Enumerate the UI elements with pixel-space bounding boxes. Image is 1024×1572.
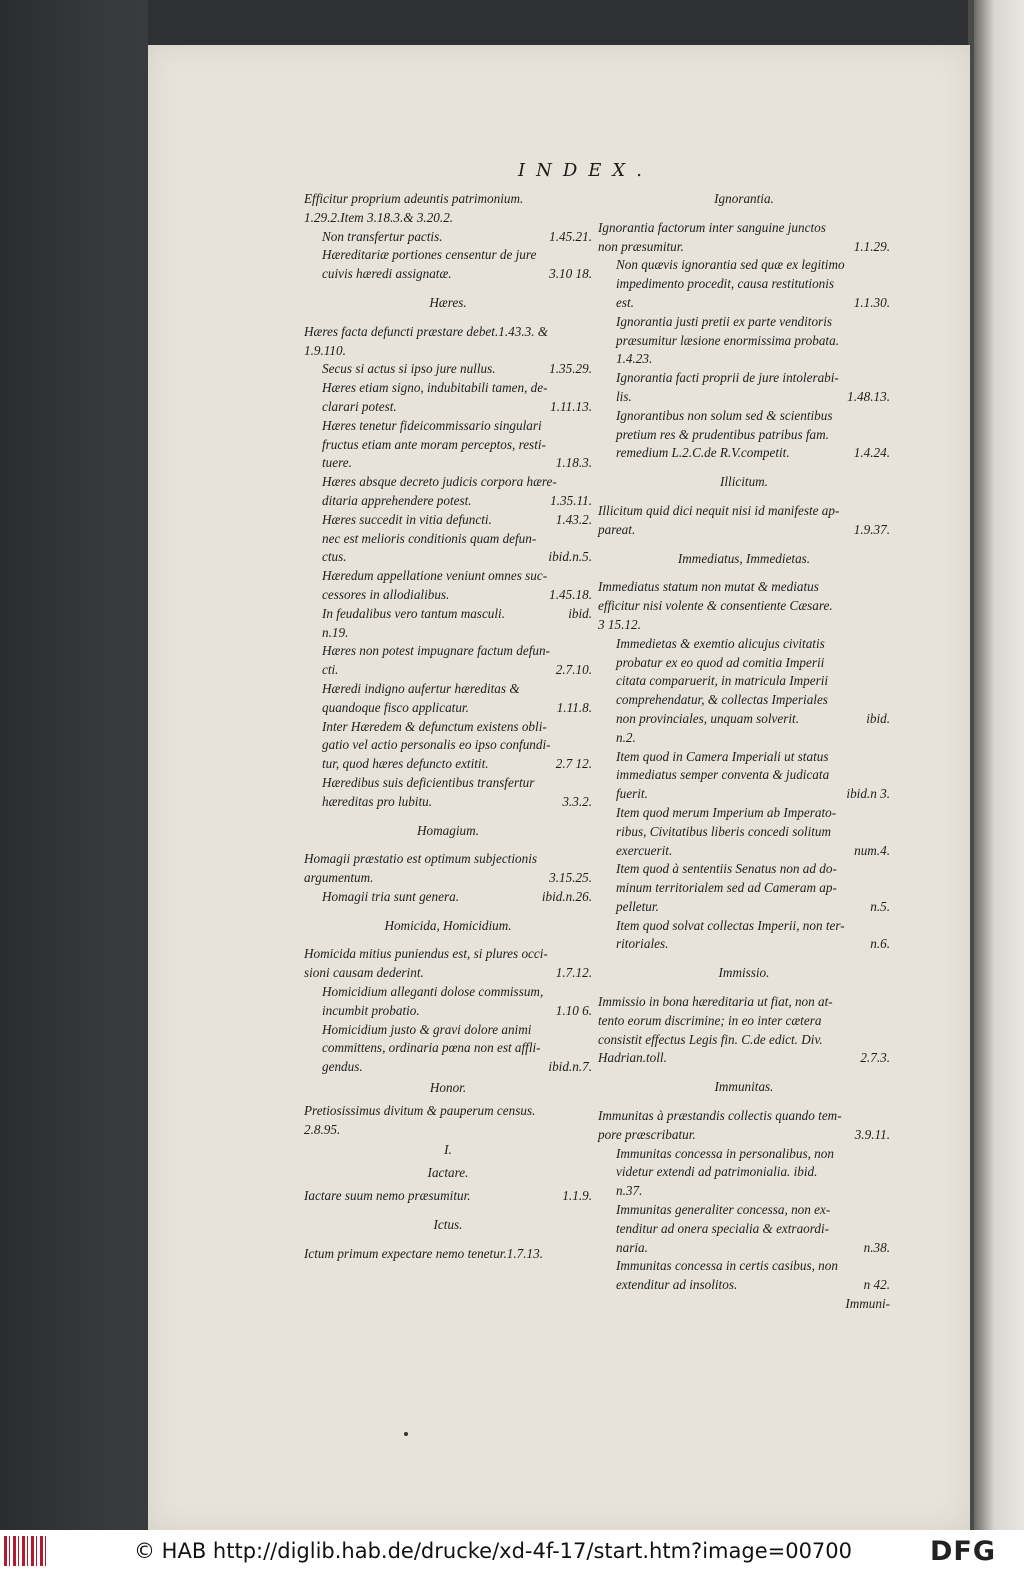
entry-line (616, 444, 890, 463)
entry-text: pareat. (598, 521, 636, 537)
entry-line (598, 1012, 890, 1031)
entry-line (322, 548, 592, 567)
entry-text: In feudalibus vero tantum masculi. (322, 605, 506, 621)
entry-line (616, 785, 890, 804)
entry-reference: 1.4.24. (853, 445, 890, 461)
entry-reference: 1.35.11. (550, 492, 592, 508)
entry-line (616, 842, 890, 861)
entry-text: comprehendatur, & collectas Imperiales (616, 692, 828, 708)
entry-line (322, 983, 592, 1002)
entry-line (322, 454, 592, 473)
index-entry (598, 1145, 890, 1201)
entry-text: n.37. (616, 1183, 643, 1199)
entry-line (322, 680, 592, 699)
entry-text: Homicida mitius puniendus est, si plures occi- (304, 946, 548, 962)
entry-reference: 3.9.11. (854, 1126, 890, 1142)
entry-text: cessores in allodialibus. (322, 586, 450, 602)
entry-reference: 1.35.29. (549, 361, 592, 377)
entry-text: Ignorantia facti proprii de jure intolerabi- (616, 370, 839, 386)
index-entry (304, 379, 592, 417)
entry-reference: n.38. (863, 1239, 890, 1255)
entry-line (322, 436, 592, 455)
entry-line (616, 860, 890, 879)
entry-line (616, 898, 890, 917)
entry-line (322, 718, 592, 737)
entry-text: Immunitas generaliter concessa, non ex- (616, 1202, 831, 1218)
entry-text: Ignorantia factorum inter sanguine junctos (598, 219, 826, 235)
entry-line (598, 616, 890, 635)
entry-text: hæreditas pro lubitu. (322, 793, 433, 809)
entry-line (616, 1163, 890, 1182)
entry-line (616, 275, 890, 294)
index-entry (304, 511, 592, 567)
entry-reference: 1.48.13. (847, 388, 890, 404)
entry-line (322, 567, 592, 586)
index-entry (304, 1021, 592, 1077)
section-heading: Immunitas. (714, 1079, 774, 1095)
entry-line (598, 578, 890, 597)
entry-line (304, 1102, 592, 1121)
index-entry (598, 219, 890, 257)
entry-line (616, 1182, 890, 1201)
index-entry (304, 323, 592, 361)
entry-line (616, 313, 890, 332)
entry-reference: n 42. (863, 1277, 890, 1293)
index-entry (304, 850, 592, 888)
entry-text: Illicitum quid dici nequit nisi id manifeste ap- (598, 502, 840, 518)
index-entry (304, 983, 592, 1021)
entry-text: non præsumitur. (598, 238, 684, 254)
entry-line (322, 774, 592, 793)
entry-text: Inter Hæredem & defunctum existens obli- (322, 718, 547, 734)
entry-reference: ibid.n.26. (541, 888, 592, 904)
entry-text: cti. (322, 662, 339, 678)
section-heading: Immediatus, Immedietas. (677, 550, 811, 566)
index-entry (598, 1201, 890, 1257)
entry-line (616, 332, 890, 351)
section-heading: Homagium. (417, 822, 479, 838)
entry-reference: 1.1.30. (853, 294, 890, 310)
index-entry (598, 860, 890, 916)
index-entry (304, 473, 592, 511)
entry-line (322, 530, 592, 549)
entry-line (304, 323, 592, 342)
index-entry (598, 1257, 890, 1295)
entry-text: sioni causam dederint. (304, 965, 424, 981)
entry-reference: ibid.n 3. (846, 786, 890, 802)
entry-line (616, 935, 890, 954)
entry-line (304, 1187, 592, 1206)
entry-text: remedium L.2.C.de R.V.competit. (616, 445, 790, 461)
entry-reference: 1.11.13. (550, 398, 592, 414)
entry-text: quandoque fisco applicatur. (322, 699, 469, 715)
entry-reference: 1.7.12. (555, 965, 592, 981)
entry-text: pore præscribatur. (598, 1126, 696, 1142)
entry-text: tenditur ad onera specialia & extraordi- (616, 1220, 830, 1236)
entry-line (616, 1257, 890, 1276)
entry-text: fructus etiam ante moram perceptos, resti- (322, 436, 546, 452)
entry-line (322, 417, 592, 436)
adjacent-page-edge (974, 0, 1024, 1530)
entry-text: Immunitas concessa in certis casibus, non (616, 1258, 838, 1274)
entry-line (616, 879, 890, 898)
entry-text: Item quod merum Imperium ab Imperato- (616, 804, 837, 820)
index-entry (598, 502, 890, 540)
section-heading: Immissio. (718, 965, 770, 981)
entry-text: Hæredi indigno aufertur hæreditas & (322, 680, 520, 696)
entry-text: 2.8.95. (304, 1121, 341, 1137)
entry-text: exercuerit. (616, 842, 673, 858)
entry-text: incumbit probatio. (322, 1002, 420, 1018)
entry-text: clarari potest. (322, 398, 397, 414)
entry-line (616, 804, 890, 823)
entry-reference: 2.7 12. (555, 756, 592, 772)
entry-line (322, 736, 592, 755)
entry-reference: ibid. (866, 710, 890, 726)
entry-line (616, 369, 890, 388)
entry-reference: 2.7.3. (860, 1050, 890, 1066)
entry-text: pretium res & prudentibus patribus fam. (616, 426, 829, 442)
entry-line (616, 407, 890, 426)
entry-text: Non quævis ignorantia sed quæ ex legitimo (616, 257, 845, 273)
entry-text: Hæredum appellatione veniunt omnes suc- (322, 568, 548, 584)
entry-text: 3 15.12. (598, 616, 641, 632)
entry-line (322, 1039, 592, 1058)
entry-text: ditaria apprehendere potest. (322, 492, 472, 508)
entry-line (322, 605, 592, 624)
entry-line (616, 748, 890, 767)
entry-line (322, 379, 592, 398)
entry-line (616, 350, 890, 369)
index-entry (598, 369, 890, 407)
index-entry (598, 578, 890, 634)
entry-reference: 1.45.21. (549, 228, 592, 244)
index-entry (304, 680, 592, 718)
entry-text: Hæredibus suis deficientibus transfertur (322, 774, 535, 790)
hab-logo-icon (4, 1536, 48, 1566)
entry-line (616, 388, 890, 407)
entry-reference: 1.18.3. (555, 455, 592, 471)
index-entry (304, 642, 592, 680)
entry-line (322, 793, 592, 812)
viewer-footer (0, 1530, 1024, 1572)
section-heading: Ictus. (433, 1216, 463, 1232)
entry-text: nec est melioris conditionis quam defun- (322, 530, 537, 546)
entry-text: ribus, Civitatibus liberis concedi solitum (616, 823, 832, 839)
index-entry (598, 407, 890, 463)
left-column (304, 190, 592, 1263)
entry-line (304, 1121, 592, 1140)
entry-line (598, 502, 890, 521)
entry-reference: 1.11.8. (556, 699, 592, 715)
entry-line (598, 238, 890, 257)
entry-line (304, 1245, 592, 1264)
entry-line (616, 256, 890, 275)
entry-line (616, 917, 890, 936)
entry-text: Immissio in bona hæreditaria ut fiat, non at- (598, 994, 833, 1010)
entry-text: Hæres absque decreto judicis corpora hære- (322, 474, 557, 490)
entry-text: Efficitur proprium adeuntis patrimonium. (304, 191, 524, 206)
entry-text: Non transfertur pactis. (322, 228, 443, 244)
entry-line (616, 635, 890, 654)
entry-text: ctus. (322, 549, 347, 565)
entry-text: videtur extendi ad patrimonialia. ibid. (616, 1164, 818, 1180)
index-entry (304, 246, 592, 284)
entry-line (616, 710, 890, 729)
entry-text: extenditur ad insolitos. (616, 1277, 738, 1293)
entry-reference: 2.7.10. (555, 662, 592, 678)
entry-line (322, 246, 592, 265)
entry-text: Homagii præstatio est optimum subjectionis (304, 851, 537, 867)
index-entry (598, 1107, 890, 1145)
entry-text: Immunitas à præstandis collectis quando tem- (598, 1108, 842, 1124)
entry-reference: 3.10 18. (549, 266, 592, 282)
entry-text: Ignorantia justi pretii ex parte venditoris (616, 313, 832, 329)
book-spine-background (0, 0, 148, 1530)
entry-text: ritoriales. (616, 936, 669, 952)
entry-line (304, 945, 592, 964)
index-entry (304, 360, 592, 379)
entry-text: Immediatus statum non mutat & mediatus (598, 579, 819, 595)
entry-line (616, 1145, 890, 1164)
entry-text: committens, ordinaria pœna non est affli- (322, 1040, 541, 1056)
entry-text: minum territorialem sed ad Cameram ap- (616, 880, 837, 896)
entry-text: Hadrian.toll. (598, 1050, 667, 1066)
entry-reference: 3.3.2. (562, 793, 592, 809)
entry-line (616, 426, 890, 445)
index-entry (304, 417, 592, 473)
entry-text: Ictum primum expectare nemo tenetur.1.7.13. (304, 1245, 544, 1261)
right-column (598, 190, 890, 1314)
entry-line (616, 766, 890, 785)
entry-text: Homicidium alleganti dolose commissum, (322, 984, 544, 1000)
entry-line (322, 360, 592, 379)
index-entry (598, 748, 890, 804)
entry-line (616, 1276, 890, 1295)
catchword: Immuni- (845, 1296, 890, 1312)
section-heading: I. (444, 1142, 452, 1158)
entry-line (304, 850, 592, 869)
entry-reference: num.4. (854, 842, 890, 858)
entry-text: Hæres facta defuncti præstare debet.1.43.3. & (304, 323, 549, 339)
entry-text: Item quod solvat collectas Imperii, non ter- (616, 917, 845, 933)
entry-text: fuerit. (616, 786, 648, 802)
entry-line (616, 691, 890, 710)
entry-line (322, 888, 592, 907)
section-heading: Homicida, Homicidium. (384, 917, 512, 933)
entry-line (322, 265, 592, 284)
entry-text: Immunitas concessa in personalibus, non (616, 1145, 834, 1161)
entry-line (322, 473, 592, 492)
entry-text: Hæres tenetur fideicommissario singulari (322, 417, 542, 433)
entry-text: tuere. (322, 455, 352, 471)
index-entry (304, 190, 592, 228)
entry-line (616, 1201, 890, 1220)
entry-text: lis. (616, 388, 632, 404)
entry-text: n.2. (616, 729, 636, 745)
section-heading: Illicitum. (720, 474, 768, 490)
entry-text: argumentum. (304, 870, 374, 886)
entry-line (304, 190, 592, 209)
index-entry (598, 804, 890, 860)
ink-dot (404, 1432, 408, 1436)
entry-line (616, 654, 890, 673)
entry-reference: ibid.n.7. (548, 1059, 592, 1075)
entry-line (322, 511, 592, 530)
index-entry (598, 917, 890, 955)
entry-line (616, 294, 890, 313)
index-entry (598, 635, 890, 748)
entry-text: consistit effectus Legis fin. C.de edict. Div. (598, 1031, 823, 1047)
entry-line (322, 755, 592, 774)
entry-line (322, 586, 592, 605)
entry-line (598, 521, 890, 540)
entry-line (598, 597, 890, 616)
entry-line (322, 398, 592, 417)
index-entry (304, 718, 592, 774)
entry-text: Secus si actus si ipso jure nullus. (322, 361, 496, 377)
entry-line (616, 823, 890, 842)
entry-line (304, 342, 592, 361)
entry-line (598, 1031, 890, 1050)
entry-text: probatur ex eo quod ad comitia Imperii (616, 654, 825, 670)
entry-line (616, 1239, 890, 1258)
entry-line (598, 219, 890, 238)
entry-line (616, 1220, 890, 1239)
entry-line (322, 228, 592, 247)
entry-line (598, 993, 890, 1012)
index-entry (304, 228, 592, 247)
entry-reference: 1.45.18. (549, 586, 592, 602)
entry-text: pelletur. (616, 898, 659, 914)
entry-text: Homagii tria sunt genera. (322, 888, 460, 904)
entry-line (322, 624, 592, 643)
index-entry (304, 567, 592, 605)
entry-text: Item quod in Camera Imperiali ut status (616, 748, 829, 764)
entry-text: Homicidium justo & gravi dolore animi (322, 1021, 532, 1037)
entry-reference: n.5. (870, 898, 890, 914)
entry-text: 1.9.110. (304, 342, 346, 358)
entry-text: Hæres etiam signo, indubitabili tamen, de- (322, 380, 548, 396)
entry-line (304, 869, 592, 888)
entry-line (322, 1002, 592, 1021)
entry-reference: 1.10 6. (555, 1002, 592, 1018)
entry-text: Immedietas & exemtio alicujus civitatis (616, 635, 825, 651)
entry-text: n.19. (322, 624, 349, 640)
index-entry (304, 888, 592, 907)
entry-text: Hæres succedit in vitia defuncti. (322, 511, 492, 527)
index-entry (304, 945, 592, 983)
entry-line (322, 492, 592, 511)
entry-text: Hæreditariæ portiones censentur de jure (322, 247, 537, 263)
section-heading: Iactare. (427, 1165, 469, 1181)
section-heading: Ignorantia. (714, 191, 774, 206)
entry-text: citata comparuerit, in matricula Imperii (616, 673, 829, 689)
section-heading: Honor. (429, 1080, 467, 1096)
entry-reference: 3.15.25. (549, 870, 592, 886)
entry-line (616, 672, 890, 691)
entry-reference: 1.1.29. (853, 238, 890, 254)
index-entry (304, 605, 592, 643)
entry-text: est. (616, 294, 634, 310)
entry-reference: 1.43.2. (555, 511, 592, 527)
entry-line (304, 964, 592, 983)
entry-line (322, 661, 592, 680)
entry-reference: ibid.n.5. (548, 549, 592, 565)
entry-text: Item quod à sententiis Senatus non ad do- (616, 861, 837, 877)
entry-text: Pretiosissimus divitum & pauperum census. (304, 1102, 536, 1118)
entry-text: Ignorantibus non solum sed & scientibus (616, 407, 833, 423)
entry-text: 1.4.23. (616, 351, 653, 367)
entry-text: efficitur nisi volente & consentiente Cæsare. (598, 598, 833, 614)
entry-text: Hæres non potest impugnare factum defun- (322, 643, 550, 659)
entry-reference: 1.1.9. (562, 1188, 592, 1204)
entry-text: Iactare suum nemo præsumitur. (304, 1188, 471, 1204)
entry-text: præsumitur læsione enormissima probata. (616, 332, 839, 348)
index-entry (304, 1245, 592, 1264)
entry-line (598, 1107, 890, 1126)
entry-reference: ibid. (568, 605, 592, 621)
section-heading: Hæres. (429, 294, 467, 310)
index-entry (598, 993, 890, 1068)
index-entry (598, 256, 890, 312)
entry-text: immediatus semper conventa & judicata (616, 767, 830, 783)
index-entry (304, 1102, 592, 1140)
entry-reference: n.6. (870, 936, 890, 952)
entry-text: impedimento procedit, causa restitutionis (616, 276, 835, 292)
entry-line (322, 1058, 592, 1077)
entry-line (616, 729, 890, 748)
entry-text: tur, quod hæres defuncto extitit. (322, 756, 489, 772)
entry-text: gatio vel actio personalis eo ipso confundi- (322, 737, 551, 753)
entry-line (598, 1126, 890, 1145)
entry-text: cuivis hæredi assignatæ. (322, 266, 452, 282)
entry-text: gendus. (322, 1059, 363, 1075)
page-header-index: INDEX. (518, 160, 653, 181)
entry-line (322, 1021, 592, 1040)
index-entry (304, 774, 592, 812)
entry-text: naria. (616, 1239, 648, 1255)
dfg-logo: DFG (930, 1536, 997, 1567)
entry-text: non provinciales, unquam solverit. (616, 710, 800, 726)
index-entry (598, 313, 890, 369)
index-entry (304, 1187, 592, 1206)
entry-line (322, 699, 592, 718)
entry-line (598, 1049, 890, 1068)
entry-line (304, 209, 592, 228)
entry-reference: 1.9.37. (853, 521, 890, 537)
source-url-link[interactable]: © HAB http://diglib.hab.de/drucke/xd-4f-17/start.htm?image=00700 (134, 1539, 853, 1563)
entry-text: 1.29.2.Item 3.18.3.& 3.20.2. (304, 209, 454, 225)
entry-line (322, 642, 592, 661)
entry-text: tento eorum discrimine; in eo inter cætera (598, 1012, 822, 1028)
